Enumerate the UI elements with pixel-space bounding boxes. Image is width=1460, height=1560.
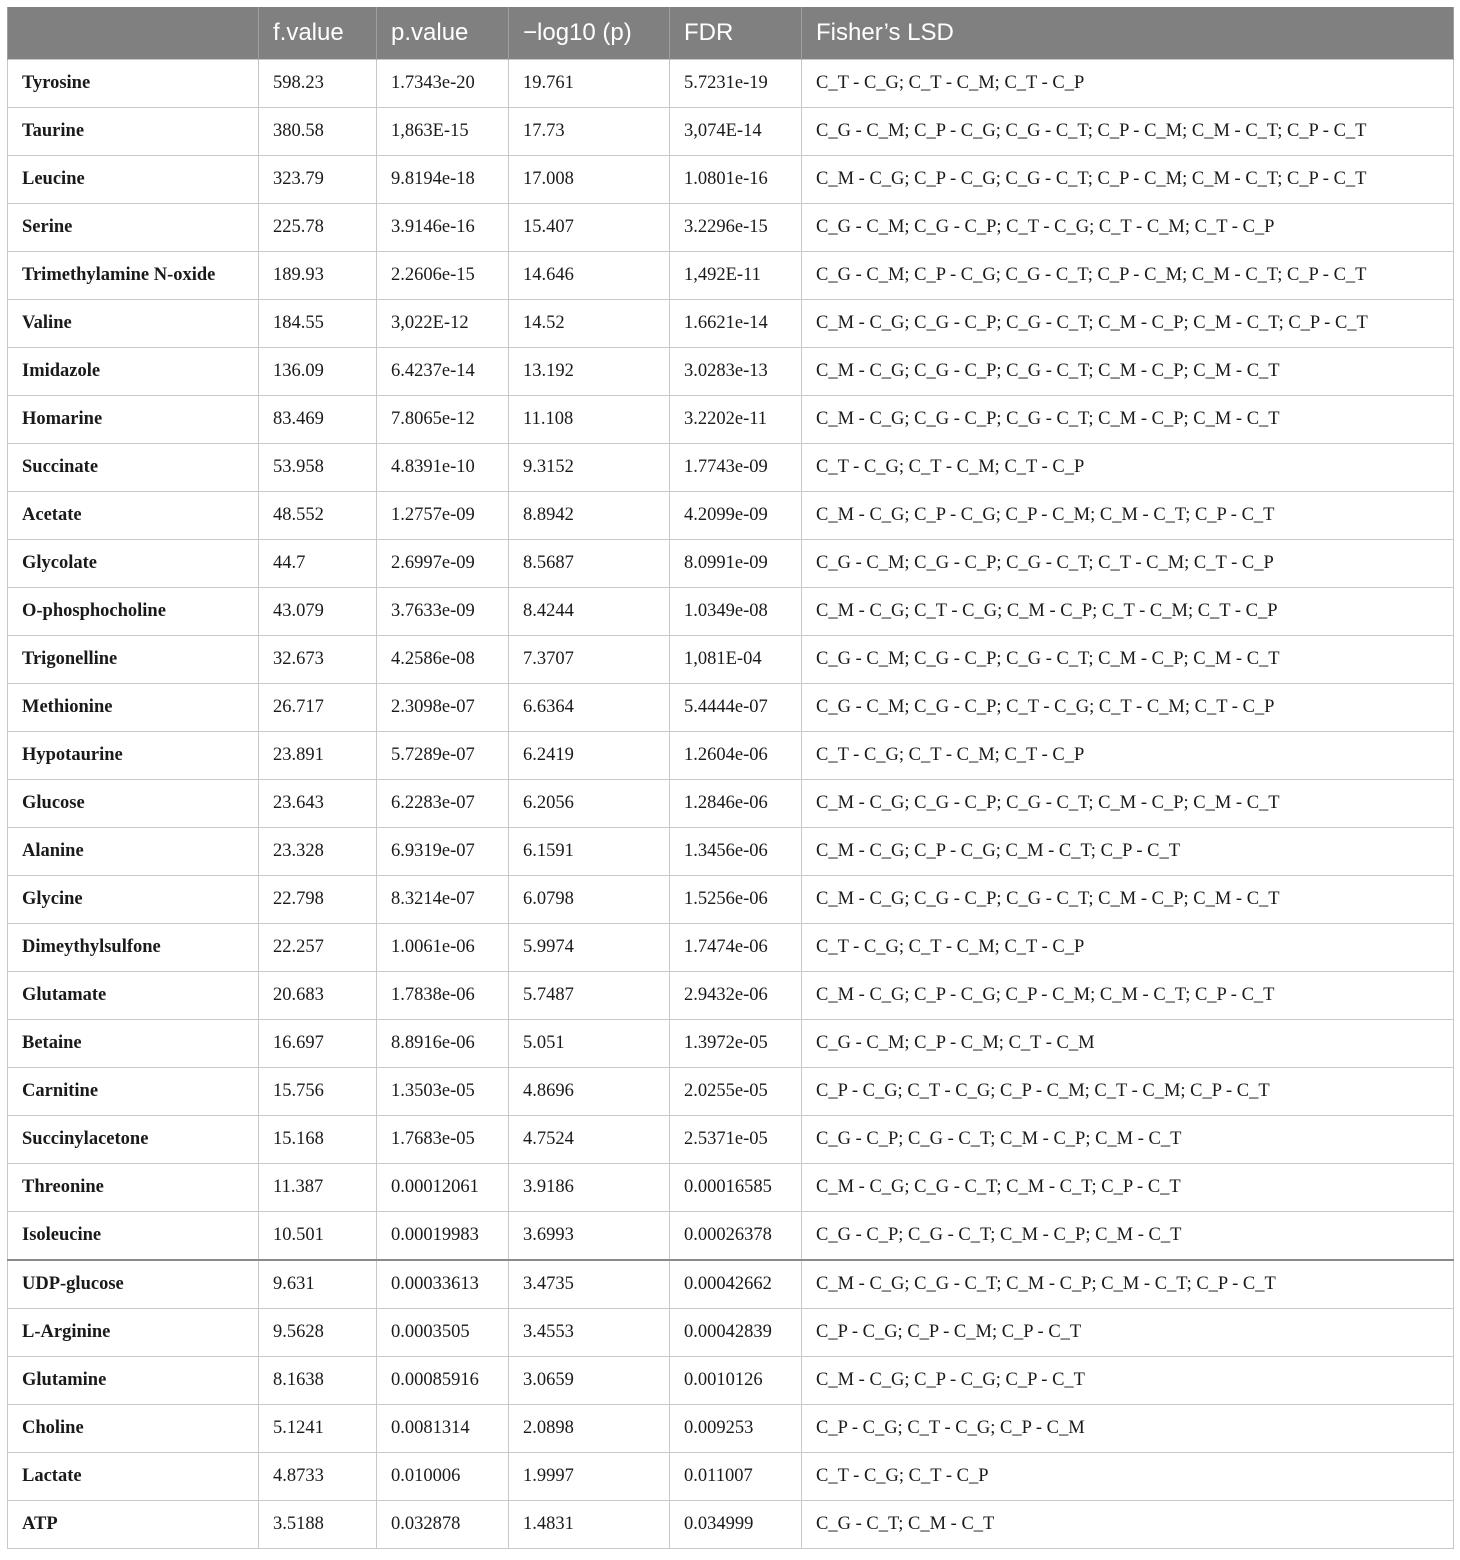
- neg-log10-p-cell: 13.192: [509, 348, 670, 396]
- table-row: [8, 108, 1454, 156]
- fishers-lsd-cell: C_G - C_P; C_G - C_T; C_M - C_P; C_M - C_T: [802, 1212, 1454, 1261]
- neg-log10-p-cell: 1.4831: [509, 1501, 670, 1549]
- header-metabolite: [8, 7, 259, 60]
- metabolite-cell: Hypotaurine: [8, 732, 259, 780]
- fdr-cell: 5.7231e-19: [670, 60, 802, 108]
- neg-log10-p-cell: 17.008: [509, 156, 670, 204]
- metabolite-cell: Glutamate: [8, 972, 259, 1020]
- neg-log10-p-cell: 2.0898: [509, 1405, 670, 1453]
- neg-log10-p-cell: 7.3707: [509, 636, 670, 684]
- fdr-cell: 1.2846e-06: [670, 780, 802, 828]
- metabolite-cell: Leucine: [8, 156, 259, 204]
- neg-log10-p-cell: 5.051: [509, 1020, 670, 1068]
- p-value-cell: 0.032878: [377, 1501, 509, 1549]
- fishers-lsd-cell: C_G - C_M; C_P - C_G; C_G - C_T; C_P - C_M; C_M - C_T; C_P - C_T: [802, 252, 1454, 300]
- neg-log10-p-cell: 3.6993: [509, 1212, 670, 1261]
- p-value-cell: 1.2757e-09: [377, 492, 509, 540]
- metabolite-cell: Succinate: [8, 444, 259, 492]
- f-value-cell: 8.1638: [259, 1357, 377, 1405]
- f-value-cell: 5.1241: [259, 1405, 377, 1453]
- p-value-cell: 4.8391e-10: [377, 444, 509, 492]
- fishers-lsd-cell: C_M - C_G; C_P - C_G; C_P - C_M; C_M - C_T; C_P - C_T: [802, 492, 1454, 540]
- p-value-cell: 1.7838e-06: [377, 972, 509, 1020]
- fishers-lsd-cell: C_G - C_M; C_G - C_P; C_T - C_G; C_T - C_M; C_T - C_P: [802, 684, 1454, 732]
- fdr-cell: 1.3972e-05: [670, 1020, 802, 1068]
- table-row: [8, 396, 1454, 444]
- fdr-cell: 1.5256e-06: [670, 876, 802, 924]
- f-value-cell: 598.23: [259, 60, 377, 108]
- fdr-cell: 1.2604e-06: [670, 732, 802, 780]
- fdr-cell: 1.7474e-06: [670, 924, 802, 972]
- header-fdr: FDR: [670, 7, 802, 60]
- metabolite-cell: L-Arginine: [8, 1309, 259, 1357]
- metabolite-cell: Imidazole: [8, 348, 259, 396]
- fishers-lsd-cell: C_G - C_M; C_G - C_P; C_G - C_T; C_M - C_P; C_M - C_T: [802, 636, 1454, 684]
- p-value-cell: 0.00033613: [377, 1260, 509, 1309]
- neg-log10-p-cell: 3.4553: [509, 1309, 670, 1357]
- f-value-cell: 83.469: [259, 396, 377, 444]
- p-value-cell: 6.2283e-07: [377, 780, 509, 828]
- p-value-cell: 3,022E-12: [377, 300, 509, 348]
- fishers-lsd-cell: C_P - C_G; C_T - C_G; C_P - C_M: [802, 1405, 1454, 1453]
- table-row: [8, 348, 1454, 396]
- fishers-lsd-cell: C_T - C_G; C_T - C_P: [802, 1453, 1454, 1501]
- metabolite-cell: O-phosphocholine: [8, 588, 259, 636]
- f-value-cell: 380.58: [259, 108, 377, 156]
- neg-log10-p-cell: 9.3152: [509, 444, 670, 492]
- fishers-lsd-cell: C_M - C_G; C_G - C_P; C_G - C_T; C_M - C_P; C_M - C_T: [802, 780, 1454, 828]
- f-value-cell: 23.643: [259, 780, 377, 828]
- f-value-cell: 43.079: [259, 588, 377, 636]
- table-row: [8, 1309, 1454, 1357]
- metabolite-cell: Succinylacetone: [8, 1116, 259, 1164]
- fdr-cell: 1.6621e-14: [670, 300, 802, 348]
- table-row: [8, 1453, 1454, 1501]
- fishers-lsd-cell: C_G - C_M; C_G - C_P; C_G - C_T; C_T - C_M; C_T - C_P: [802, 540, 1454, 588]
- p-value-cell: 3.7633e-09: [377, 588, 509, 636]
- fishers-lsd-cell: C_T - C_G; C_T - C_M; C_T - C_P: [802, 732, 1454, 780]
- fishers-lsd-cell: C_M - C_G; C_P - C_G; C_G - C_T; C_P - C_M; C_M - C_T; C_P - C_T: [802, 156, 1454, 204]
- fishers-lsd-cell: C_T - C_G; C_T - C_M; C_T - C_P: [802, 60, 1454, 108]
- table-header: [8, 7, 1454, 60]
- metabolite-cell: Homarine: [8, 396, 259, 444]
- p-value-cell: 1.0061e-06: [377, 924, 509, 972]
- metabolite-cell: Valine: [8, 300, 259, 348]
- fdr-cell: 5.4444e-07: [670, 684, 802, 732]
- fdr-cell: 0.034999: [670, 1501, 802, 1549]
- p-value-cell: 2.3098e-07: [377, 684, 509, 732]
- neg-log10-p-cell: 1.9997: [509, 1453, 670, 1501]
- header-fishers-lsd: Fisher’s LSD: [802, 7, 1454, 60]
- fishers-lsd-cell: C_M - C_G; C_G - C_P; C_G - C_T; C_M - C_P; C_M - C_T: [802, 348, 1454, 396]
- fishers-lsd-cell: C_G - C_M; C_P - C_M; C_T - C_M: [802, 1020, 1454, 1068]
- neg-log10-p-cell: 4.7524: [509, 1116, 670, 1164]
- neg-log10-p-cell: 8.4244: [509, 588, 670, 636]
- fishers-lsd-cell: C_P - C_G; C_P - C_M; C_P - C_T: [802, 1309, 1454, 1357]
- fishers-lsd-cell: C_T - C_G; C_T - C_M; C_T - C_P: [802, 444, 1454, 492]
- p-value-cell: 3.9146e-16: [377, 204, 509, 252]
- f-value-cell: 23.891: [259, 732, 377, 780]
- p-value-cell: 0.00019983: [377, 1212, 509, 1261]
- f-value-cell: 26.717: [259, 684, 377, 732]
- table-row: [8, 1164, 1454, 1212]
- metabolite-cell: Glycine: [8, 876, 259, 924]
- table-row: [8, 1357, 1454, 1405]
- p-value-cell: 0.010006: [377, 1453, 509, 1501]
- fdr-cell: 3.2296e-15: [670, 204, 802, 252]
- metabolite-cell: Lactate: [8, 1453, 259, 1501]
- table-row: [8, 252, 1454, 300]
- table-row: [8, 204, 1454, 252]
- table-row: [8, 780, 1454, 828]
- fdr-cell: 1.7743e-09: [670, 444, 802, 492]
- fdr-cell: 4.2099e-09: [670, 492, 802, 540]
- fishers-lsd-cell: C_G - C_T; C_M - C_T: [802, 1501, 1454, 1549]
- f-value-cell: 3.5188: [259, 1501, 377, 1549]
- table-row: [8, 1068, 1454, 1116]
- p-value-cell: 5.7289e-07: [377, 732, 509, 780]
- neg-log10-p-cell: 5.9974: [509, 924, 670, 972]
- neg-log10-p-cell: 14.52: [509, 300, 670, 348]
- header-row: [8, 7, 1454, 60]
- fishers-lsd-cell: C_M - C_G; C_G - C_T; C_M - C_P; C_M - C_T; C_P - C_T: [802, 1260, 1454, 1309]
- table-row: [8, 444, 1454, 492]
- neg-log10-p-cell: 6.2419: [509, 732, 670, 780]
- metabolite-cell: Methionine: [8, 684, 259, 732]
- fdr-cell: 0.011007: [670, 1453, 802, 1501]
- p-value-cell: 7.8065e-12: [377, 396, 509, 444]
- p-value-cell: 8.8916e-06: [377, 1020, 509, 1068]
- metabolite-cell: Carnitine: [8, 1068, 259, 1116]
- table-row: [8, 1501, 1454, 1549]
- p-value-cell: 6.4237e-14: [377, 348, 509, 396]
- neg-log10-p-cell: 3.9186: [509, 1164, 670, 1212]
- metabolite-cell: Acetate: [8, 492, 259, 540]
- fdr-cell: 0.0010126: [670, 1357, 802, 1405]
- f-value-cell: 323.79: [259, 156, 377, 204]
- metabolite-cell: Dimeythylsulfone: [8, 924, 259, 972]
- fdr-cell: 3,074E-14: [670, 108, 802, 156]
- fdr-cell: 0.00042839: [670, 1309, 802, 1357]
- neg-log10-p-cell: 14.646: [509, 252, 670, 300]
- fishers-lsd-cell: C_P - C_G; C_T - C_G; C_P - C_M; C_T - C_M; C_P - C_T: [802, 1068, 1454, 1116]
- table-row: [8, 1260, 1454, 1309]
- fdr-cell: 3.2202e-11: [670, 396, 802, 444]
- fdr-cell: 0.00026378: [670, 1212, 802, 1261]
- table-row: [8, 972, 1454, 1020]
- table-row: [8, 540, 1454, 588]
- table-row: [8, 1405, 1454, 1453]
- table-row: [8, 300, 1454, 348]
- f-value-cell: 4.8733: [259, 1453, 377, 1501]
- metabolite-cell: Trimethylamine N-oxide: [8, 252, 259, 300]
- fishers-lsd-cell: C_T - C_G; C_T - C_M; C_T - C_P: [802, 924, 1454, 972]
- fdr-cell: 1.3456e-06: [670, 828, 802, 876]
- metabolite-cell: Alanine: [8, 828, 259, 876]
- fdr-cell: 2.0255e-05: [670, 1068, 802, 1116]
- f-value-cell: 53.958: [259, 444, 377, 492]
- table-row: [8, 828, 1454, 876]
- p-value-cell: 9.8194e-18: [377, 156, 509, 204]
- fishers-lsd-cell: C_M - C_G; C_P - C_G; C_P - C_M; C_M - C_T; C_P - C_T: [802, 972, 1454, 1020]
- p-value-cell: 1.7343e-20: [377, 60, 509, 108]
- metabolite-cell: Glucose: [8, 780, 259, 828]
- fishers-lsd-cell: C_M - C_G; C_T - C_G; C_M - C_P; C_T - C_M; C_T - C_P: [802, 588, 1454, 636]
- fdr-cell: 1.0349e-08: [670, 588, 802, 636]
- metabolite-cell: Tyrosine: [8, 60, 259, 108]
- neg-log10-p-cell: 19.761: [509, 60, 670, 108]
- fishers-lsd-cell: C_M - C_G; C_G - C_P; C_G - C_T; C_M - C_P; C_M - C_T; C_P - C_T: [802, 300, 1454, 348]
- metabolite-cell: Taurine: [8, 108, 259, 156]
- fdr-cell: 8.0991e-09: [670, 540, 802, 588]
- table-row: [8, 684, 1454, 732]
- fishers-lsd-cell: C_M - C_G; C_P - C_G; C_P - C_T: [802, 1357, 1454, 1405]
- fishers-lsd-cell: C_M - C_G; C_G - C_P; C_G - C_T; C_M - C_P; C_M - C_T: [802, 396, 1454, 444]
- f-value-cell: 32.673: [259, 636, 377, 684]
- f-value-cell: 9.631: [259, 1260, 377, 1309]
- metabolite-cell: Choline: [8, 1405, 259, 1453]
- metabolite-cell: Isoleucine: [8, 1212, 259, 1261]
- fdr-cell: 1.0801e-16: [670, 156, 802, 204]
- p-value-cell: 0.00012061: [377, 1164, 509, 1212]
- table-row: [8, 876, 1454, 924]
- metabolite-cell: Serine: [8, 204, 259, 252]
- f-value-cell: 11.387: [259, 1164, 377, 1212]
- f-value-cell: 9.5628: [259, 1309, 377, 1357]
- f-value-cell: 15.168: [259, 1116, 377, 1164]
- neg-log10-p-cell: 6.6364: [509, 684, 670, 732]
- p-value-cell: 4.2586e-08: [377, 636, 509, 684]
- metabolite-cell: Betaine: [8, 1020, 259, 1068]
- table-row: [8, 636, 1454, 684]
- f-value-cell: 15.756: [259, 1068, 377, 1116]
- fishers-lsd-cell: C_G - C_M; C_P - C_G; C_G - C_T; C_P - C_M; C_M - C_T; C_P - C_T: [802, 108, 1454, 156]
- neg-log10-p-cell: 8.8942: [509, 492, 670, 540]
- header-neg-log10-p: −log10 (p): [509, 7, 670, 60]
- table-body: [8, 60, 1454, 1549]
- neg-log10-p-cell: 8.5687: [509, 540, 670, 588]
- p-value-cell: 1.7683e-05: [377, 1116, 509, 1164]
- neg-log10-p-cell: 4.8696: [509, 1068, 670, 1116]
- p-value-cell: 2.2606e-15: [377, 252, 509, 300]
- f-value-cell: 22.798: [259, 876, 377, 924]
- fishers-lsd-cell: C_G - C_P; C_G - C_T; C_M - C_P; C_M - C_T: [802, 1116, 1454, 1164]
- neg-log10-p-cell: 17.73: [509, 108, 670, 156]
- fdr-cell: 0.009253: [670, 1405, 802, 1453]
- fdr-cell: 1,492E-11: [670, 252, 802, 300]
- f-value-cell: 184.55: [259, 300, 377, 348]
- fdr-cell: 1,081E-04: [670, 636, 802, 684]
- table-row: [8, 492, 1454, 540]
- f-value-cell: 48.552: [259, 492, 377, 540]
- fdr-cell: 2.5371e-05: [670, 1116, 802, 1164]
- fishers-lsd-cell: C_M - C_G; C_P - C_G; C_M - C_T; C_P - C_T: [802, 828, 1454, 876]
- metabolite-cell: UDP-glucose: [8, 1260, 259, 1309]
- f-value-cell: 20.683: [259, 972, 377, 1020]
- neg-log10-p-cell: 3.4735: [509, 1260, 670, 1309]
- table-row: [8, 1116, 1454, 1164]
- p-value-cell: 1.3503e-05: [377, 1068, 509, 1116]
- header-p-value: p.value: [377, 7, 509, 60]
- f-value-cell: 225.78: [259, 204, 377, 252]
- header-f-value: f.value: [259, 7, 377, 60]
- fishers-lsd-cell: C_G - C_M; C_G - C_P; C_T - C_G; C_T - C_M; C_T - C_P: [802, 204, 1454, 252]
- fdr-cell: 0.00042662: [670, 1260, 802, 1309]
- metabolite-cell: Trigonelline: [8, 636, 259, 684]
- p-value-cell: 8.3214e-07: [377, 876, 509, 924]
- f-value-cell: 189.93: [259, 252, 377, 300]
- p-value-cell: 0.00085916: [377, 1357, 509, 1405]
- neg-log10-p-cell: 3.0659: [509, 1357, 670, 1405]
- table-row: [8, 60, 1454, 108]
- metabolite-cell: ATP: [8, 1501, 259, 1549]
- f-value-cell: 10.501: [259, 1212, 377, 1261]
- fishers-lsd-cell: C_M - C_G; C_G - C_P; C_G - C_T; C_M - C_P; C_M - C_T: [802, 876, 1454, 924]
- neg-log10-p-cell: 6.2056: [509, 780, 670, 828]
- f-value-cell: 44.7: [259, 540, 377, 588]
- p-value-cell: 2.6997e-09: [377, 540, 509, 588]
- table-row: [8, 156, 1454, 204]
- neg-log10-p-cell: 6.1591: [509, 828, 670, 876]
- neg-log10-p-cell: 15.407: [509, 204, 670, 252]
- p-value-cell: 0.0003505: [377, 1309, 509, 1357]
- p-value-cell: 1,863E-15: [377, 108, 509, 156]
- table-row: [8, 924, 1454, 972]
- metabolite-cell: Threonine: [8, 1164, 259, 1212]
- p-value-cell: 0.0081314: [377, 1405, 509, 1453]
- neg-log10-p-cell: 6.0798: [509, 876, 670, 924]
- metabolite-cell: Glutamine: [8, 1357, 259, 1405]
- neg-log10-p-cell: 5.7487: [509, 972, 670, 1020]
- f-value-cell: 22.257: [259, 924, 377, 972]
- neg-log10-p-cell: 11.108: [509, 396, 670, 444]
- f-value-cell: 16.697: [259, 1020, 377, 1068]
- table-row: [8, 588, 1454, 636]
- metabolite-anova-table: [7, 7, 1454, 1549]
- fdr-cell: 0.00016585: [670, 1164, 802, 1212]
- table-row: [8, 732, 1454, 780]
- fishers-lsd-cell: C_M - C_G; C_G - C_T; C_M - C_T; C_P - C_T: [802, 1164, 1454, 1212]
- fdr-cell: 3.0283e-13: [670, 348, 802, 396]
- metabolite-cell: Glycolate: [8, 540, 259, 588]
- table-row: [8, 1020, 1454, 1068]
- table-row: [8, 1212, 1454, 1261]
- f-value-cell: 23.328: [259, 828, 377, 876]
- f-value-cell: 136.09: [259, 348, 377, 396]
- p-value-cell: 6.9319e-07: [377, 828, 509, 876]
- fdr-cell: 2.9432e-06: [670, 972, 802, 1020]
